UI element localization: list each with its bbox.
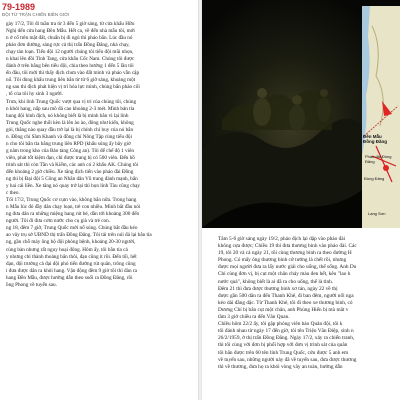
paragraph-line: ao vây trụ sở UBND thị trấn Đồng Đăng. Tôi tải trên núi đá lại bắn tỉa [6, 232, 152, 239]
paragraph-line: thì tôi cùng với đơn bị phối hợp với đơn vị trinh sát của quân [218, 342, 348, 349]
paragraph-line: thì về thương, đưa họ ra khỏi vòng vây an toàn, hướng dẫn [218, 363, 343, 370]
paragraph-line: viên, phát tốt kiệm đạn, chỉ được trang bị có 500 viên. Đến hồ [6, 154, 135, 161]
right-page [202, 0, 400, 400]
paragraph-line: tôi đánh nhau từ ngày 17 đến giờ, tôi tên Triệu Văn Điệp, sinh n [218, 328, 354, 335]
right-page-body [212, 236, 398, 371]
paragraph-line: c theo. [6, 190, 20, 197]
paragraph-line: Nghị đến cửa hang Đền Mẫu. Hết ca, về đến nhà mẫu tôi, mới [6, 28, 135, 35]
paragraph-line: ng thì bị Đại đội 5 Công an Nhân dân Vũ trang đánh mạnh, bắn [6, 176, 138, 183]
paragraph-line: được mọi người đưa ra lấy nước giải cho uống, thế sống. Anh Du [218, 264, 357, 271]
night-photo [202, 0, 400, 228]
paragraph-line: 26/2/1959, ở thị trấn Đồng Đăng. Ngày 17/2, xảy ra chiến tranh, [218, 335, 355, 342]
paragraph-line: nổ. Tôi dùng khẩu trung liên bắn từ từ 6 giờ sáng, khoảng một [6, 77, 136, 84]
header-years: 79-1989 [2, 2, 36, 12]
map-label-dong-dang: Đồng Đăng [364, 176, 385, 181]
paragraph-line: 19, tôi 20 và cả ngày 21, tôi cùng thương binh ra theo đường H [218, 250, 352, 257]
paragraph-line: , tổ của tôi hy sinh 3 người. [6, 91, 63, 98]
paragraph-line: đạn, đội trưởng cả đại đội phó tiến đường rút quân, trông cũng [6, 260, 136, 267]
paragraph-line: kéo dài đằng dặc. Từ Thanh Khê, tôi đi theo xe thương binh, có [218, 299, 353, 306]
paragraph-line: y hai cái liền. Xe tăng nó quay trở lại thì bọn lính Tàu cũng chạy [6, 183, 141, 190]
paragraph-line: Chí cùng đơn vị, bị cụt một chân chảy máu đen hết, kêu "lao h [218, 271, 351, 278]
map-label-den-mau: Đền Mẫu Đồng Đăng [363, 134, 387, 144]
paragraph-line: gày 17/2, Tôi đi tuần tra từ 3 đến 5 giờ sáng, từ cửa khẩu Hữu [6, 21, 135, 27]
paragraph-line: n Mẫu lúc đó đầy dân chạy loạn, trẻ con nhiều. Mình bắt đầu nói [6, 204, 141, 211]
paragraph-line: ồng Phong về tuyến sau. [6, 281, 57, 288]
header-subtitle: ĐỘI TỪ TRẬN CHIẾN BIÊN GIỚI [2, 12, 70, 17]
paragraph-line: Tâm 5-6 giờ sáng ngày 19/2, pháo địch lại dập vào pháo đài [218, 236, 346, 242]
paragraph-line: Dương Chí bị bắn cụt một chân, anh Phùng Hiến bị mù mắt v [218, 306, 349, 313]
map-label-lang-son: Lạng Sơn [368, 211, 386, 216]
paragraph-line: tôi bắn được trên 60 tên lính Trung Quốc, cứu được 5 anh em [218, 349, 349, 356]
paragraph-line: đánh ở trên bằng bên tiểu đội, chia theo hướng 1 đến 5 lần tôi [6, 63, 134, 70]
paragraph-line: ng đưa dân ra những miệng hang rút bé, dần tới khoảng 300 đến [6, 211, 140, 218]
paragraph-line: g năm trong kho của Bảo tàng Công an). Tôi để chế độ 1 viên [6, 147, 134, 154]
chapter-header [2, 2, 69, 18]
paragraph-line: ến đâu, tôi mới thì thấy địch chưa vào đất mình và pháo vẫn cập [6, 70, 140, 77]
paragraph-line: Phong. Có mấy ông thương binh cứ tưởng là chết rồi, nhưng [218, 257, 347, 264]
paragraph-line: người. Tôi đi đưa cơm nước cho cụ già và trẻ con. [6, 218, 111, 225]
paragraph-line: pháo đơn đường, sáng rực cả thị trấn Đồng Đăng, nhà chạy, [6, 42, 130, 49]
paragraph-line: hung đội hình địch, nó không biết là bị mình bắn vì lại lính [6, 112, 129, 119]
left-page-body [0, 21, 196, 289]
paragraph-line: không cựa được; Chiều 19 thì đưa thương binh vào pháo đài. Các [218, 243, 357, 250]
map-label-phao-dai: Pháo đài Đồng Đăng [365, 154, 392, 164]
paragraph-line: Trung Quốc nghe thổi kèn là lên ào ào, đông như kiến, không [6, 119, 134, 126]
paragraph-line: cùng bàn nhưng rất nguy hoại đông. Hôm ấy, tôi bắn tỉa cả [6, 246, 128, 253]
paragraph-line: chạy tán loạn. Tiểu đội 12 người chúng tôi tiểu đội mũi nhọn, [6, 49, 134, 56]
paragraph-line: i đưa được dân ra khỏi hang. Vận động đêm 9 giờ tôi thì đàn ra [6, 267, 137, 274]
paragraph-line: được gần 500 dân ra đến Thanh Khê, đi ban đêm, người nối nga [218, 292, 354, 299]
paragraph-line: Đêm 21 thì đưa được thương binh xơ tán, ngày 22 về thị [218, 285, 338, 292]
paragraph-line: đến khoảng 2 giờ chiều. Xe tăng địch tiến vào pháo đài Đồng [6, 168, 134, 175]
paragraph-line: n khỏi hang, nấp sau mô đá cao khoảng 2-3 mét. Mình bản tỉa [6, 105, 135, 112]
location-map [362, 6, 400, 228]
map-marker [383, 165, 389, 171]
paragraph-line: n cho tôi bắn tỉa bằng trung liên RPD (khẩu súng ấy bây giờ [6, 140, 131, 147]
paragraph-line: n khai lên đồi Tỉnh Tang, cửa khẩu Cốc Nam. Chúng tôi được [6, 56, 135, 63]
paragraph-line: tầm 3 giờ chiều ra đến Vân Quan. [218, 314, 290, 321]
paragraph-line: ng sau thì địch phát hiện vị trí hỏa lực mình, chúng bắn pháo cối [6, 84, 140, 91]
paragraph-line: n ở cổ trên mặt đất, chuẩn bị đi ngủ thì pháo bắn. Lúc đầu nó [6, 35, 133, 42]
paragraph-line: Trưa, khi lính Trung Quốc vượt qua vị trí của chúng tôi, chúng [6, 98, 137, 105]
paragraph-line: ng, gần chỗ máy ông bộ đội phòng bệnh, khoảng 20-30 người, [6, 239, 136, 246]
paragraph-line: ng 18, đêm 7 giờ, Trung Quốc mới nổ súng. Chúng bắt đầu kéo [6, 225, 138, 232]
map-terrain [362, 6, 400, 228]
paragraph-line: trinh sát thì còn Tần và Kiếm, các anh có 2 khẩu AK. Chúng tôi [6, 161, 139, 168]
paragraph-line: gỏi, thằng nào quay đầu trở lại là bị chính chỉ huy của nó bắn [6, 126, 134, 133]
paragraph-line: nước quá", không biết là ai đã ra cho uống, thế là tỉnh. [218, 278, 334, 285]
paragraph-line: y nhưng chỉ thành thoảng bắn thôi, đạn cũng ít rồi. Đến tối, hết [6, 253, 137, 260]
paragraph-line: hang Đền Mẫu, được hướng dẫn theo suối ra Đồng Đăng, rồi [6, 274, 133, 281]
paragraph-line: n. Đồng chí Sầm Khanh và đồng chí Nông Tập cùng tiểu đội [6, 133, 132, 140]
left-page [0, 0, 198, 400]
paragraph-line: về tuyến sau, những người này đã về tuyến sau, đưa được thương [218, 356, 357, 363]
paragraph-line: Tối 17/2, Trung Quốc cơ cụm vào, không bắn nữa. Trong hang [6, 197, 137, 204]
paragraph-line: Chiều hôm 22/2 ấy, tôi gặp phóng viên báo Quân đội, tôi k [218, 321, 343, 328]
